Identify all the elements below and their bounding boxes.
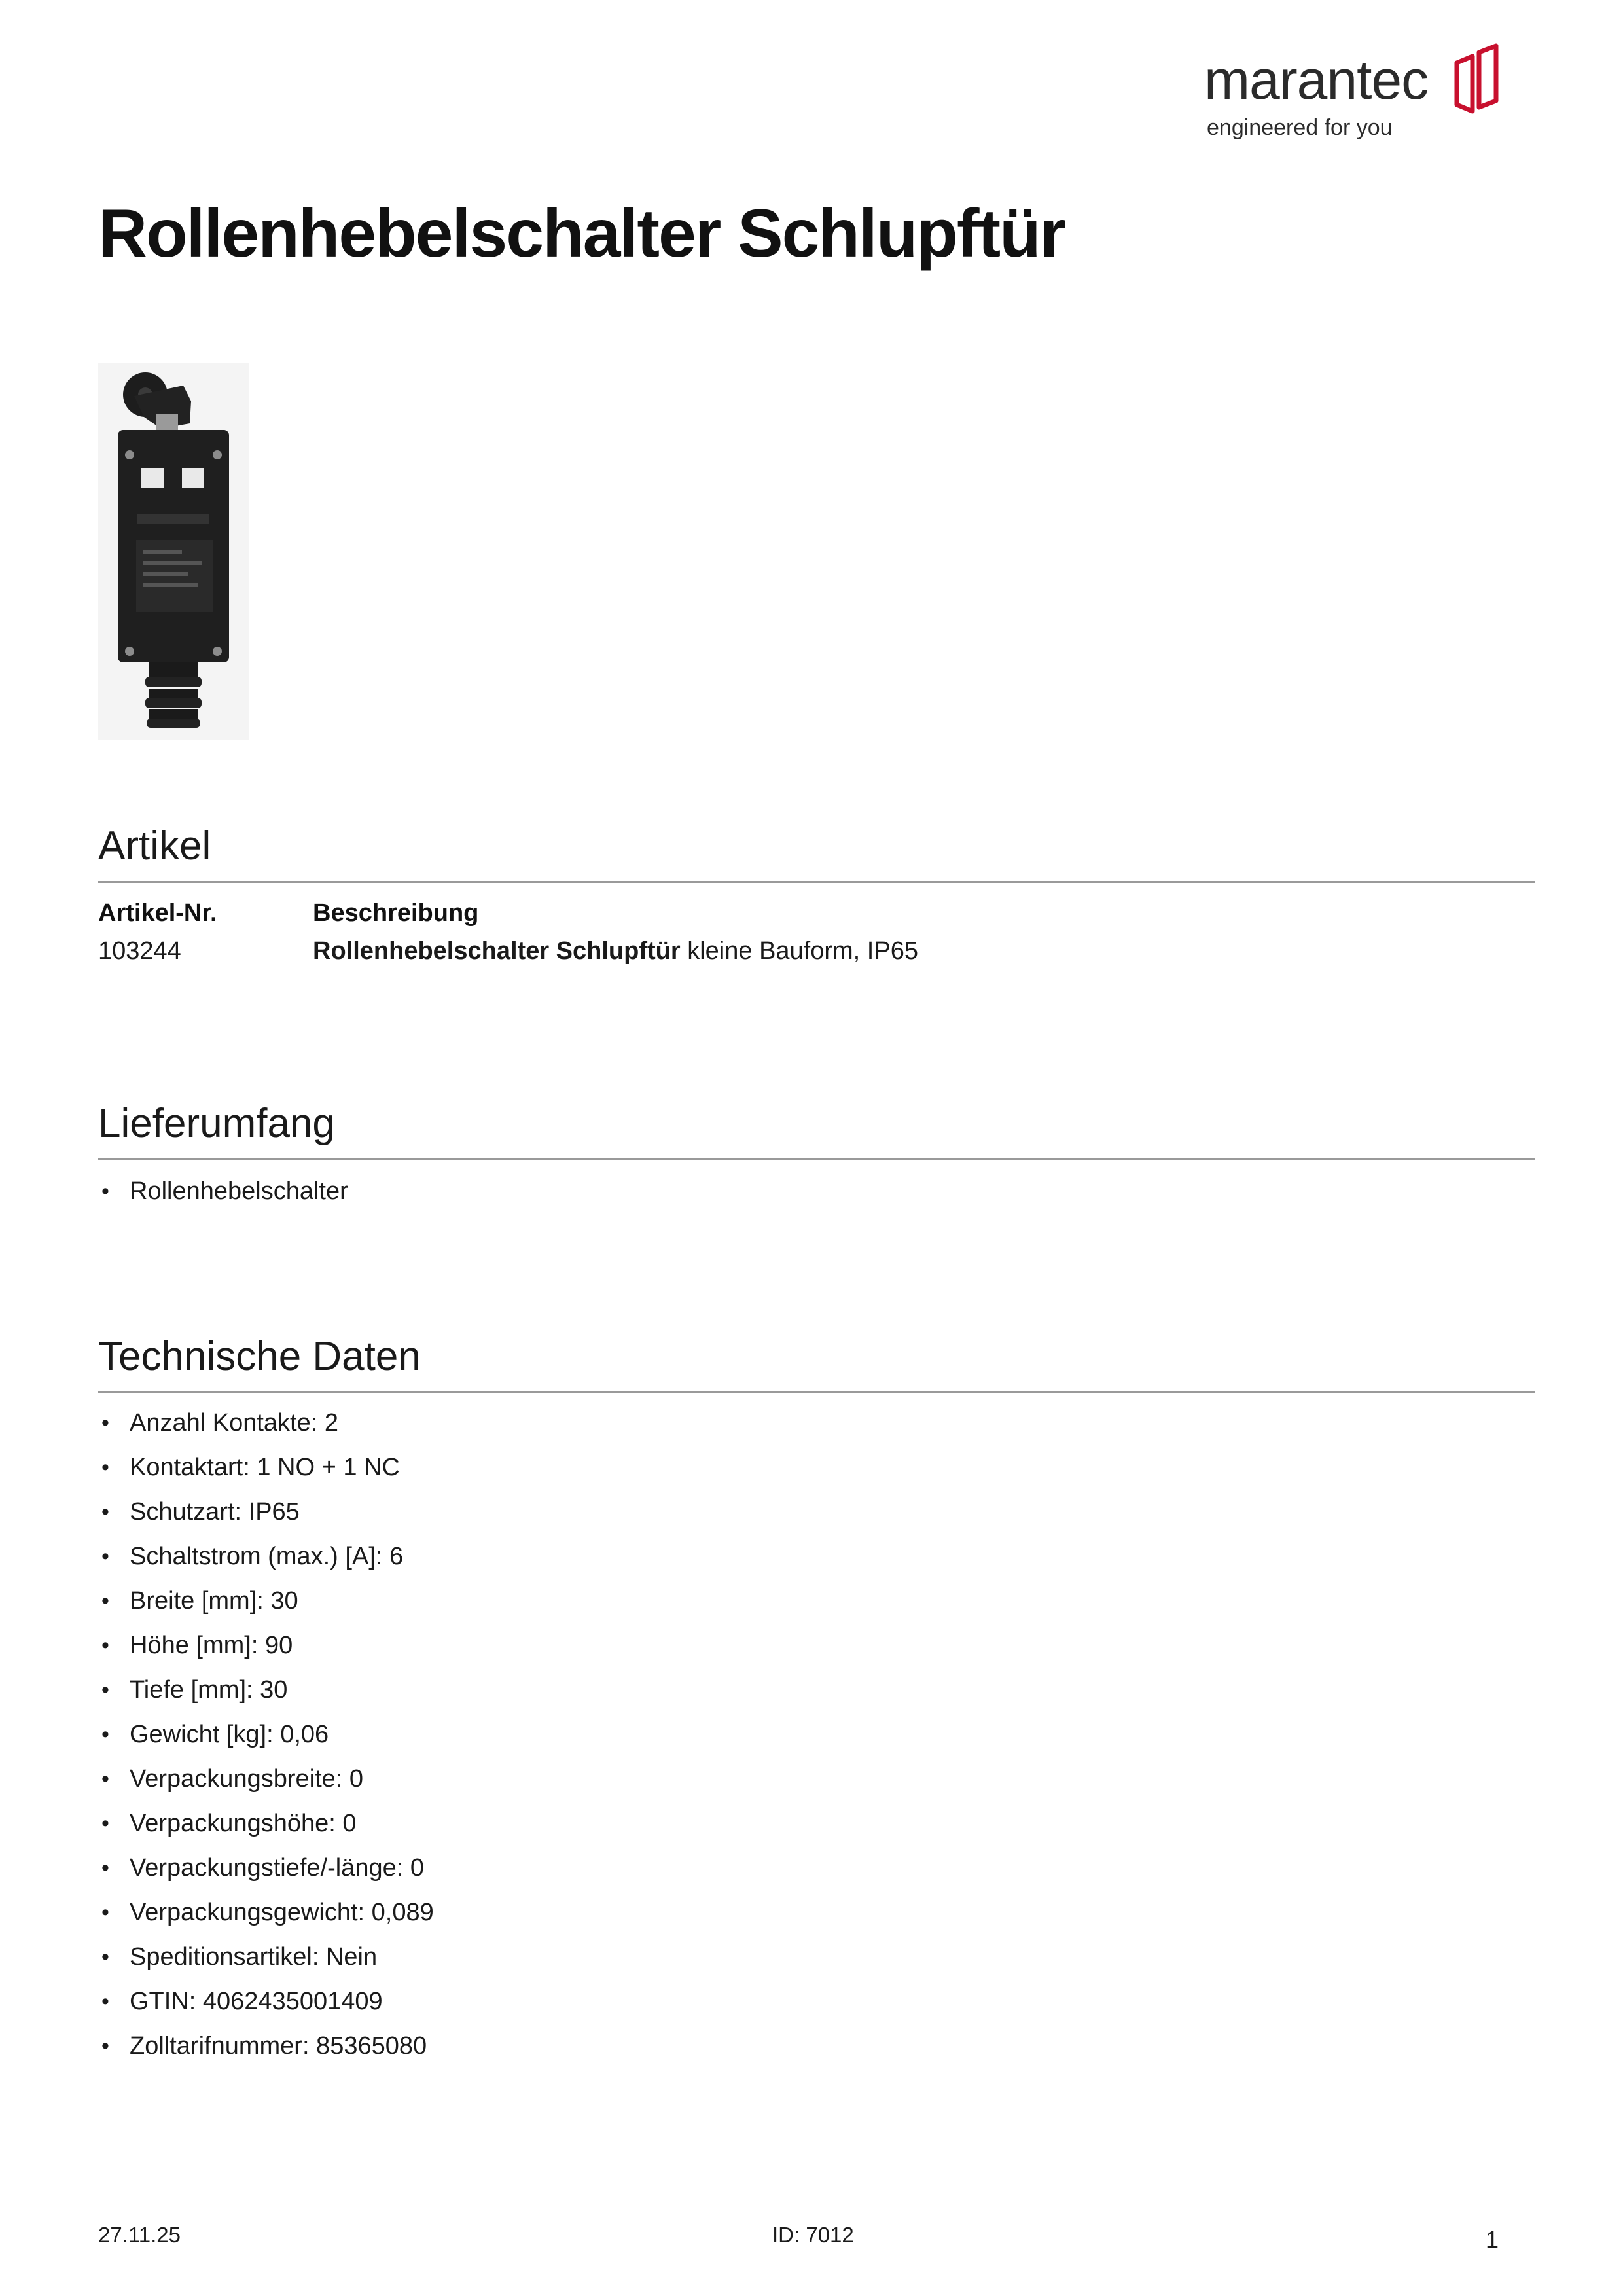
- list-item: • Anzahl Kontakte: 2: [98, 1401, 434, 1445]
- description-name: Rollenhebelschalter Schlupftür: [313, 937, 681, 965]
- list-item: • Verpackungsgewicht: 0,089: [98, 1890, 434, 1935]
- page-title: Rollenhebelschalter Schlupftür: [98, 196, 1065, 272]
- table-header-artikel-nr: Artikel-Nr.: [98, 899, 217, 927]
- limit-switch-product-photo: [98, 363, 249, 740]
- list-item: • Verpackungstiefe/-länge: 0: [98, 1846, 434, 1890]
- list-item: • Zolltarifnummer: 85365080: [98, 2024, 434, 2068]
- list-item: • Breite [mm]: 30: [98, 1579, 434, 1623]
- section-heading-technische-daten: Technische Daten: [98, 1334, 421, 1379]
- list-item: • GTIN: 4062435001409: [98, 1979, 434, 2024]
- table-cell-artikel-nr: 103244: [98, 937, 181, 965]
- list-item: • Verpackungsbreite: 0: [98, 1757, 434, 1801]
- list-item: • Verpackungshöhe: 0: [98, 1801, 434, 1846]
- footer-id: ID: 7012: [772, 2223, 854, 2247]
- table-cell-beschreibung: [313, 939, 918, 963]
- section-divider: [98, 1391, 1535, 1393]
- list-item: • Tiefe [mm]: 30: [98, 1668, 434, 1712]
- list-item: • Schutzart: IP65: [98, 1490, 434, 1534]
- section-heading-artikel: Artikel: [98, 823, 211, 869]
- footer-date: 27.11.25: [98, 2223, 181, 2247]
- brand-name: marantec: [1204, 49, 1429, 111]
- description-detail: kleine Bauform, IP65: [687, 937, 918, 965]
- technische-daten-list: [98, 1401, 434, 2068]
- lieferumfang-list: [98, 1169, 348, 1213]
- section-divider: [98, 1158, 1535, 1160]
- list-item: • Kontaktart: 1 NO + 1 NC: [98, 1445, 434, 1490]
- table-header-beschreibung: Beschreibung: [313, 899, 479, 927]
- list-item: • Höhe [mm]: 90: [98, 1623, 434, 1668]
- brand-logo: [1204, 39, 1505, 151]
- page-number: 1: [1486, 2226, 1499, 2253]
- list-item: • Rollenhebelschalter: [98, 1169, 348, 1213]
- list-item: • Schaltstrom (max.) [A]: 6: [98, 1534, 434, 1579]
- section-heading-lieferumfang: Lieferumfang: [98, 1101, 335, 1146]
- list-item: • Gewicht [kg]: 0,06: [98, 1712, 434, 1757]
- brand-tagline: engineered for you: [1207, 115, 1393, 140]
- marantec-door-icon: [1453, 43, 1501, 117]
- list-item: • Speditionsartikel: Nein: [98, 1935, 434, 1979]
- section-divider: [98, 881, 1535, 883]
